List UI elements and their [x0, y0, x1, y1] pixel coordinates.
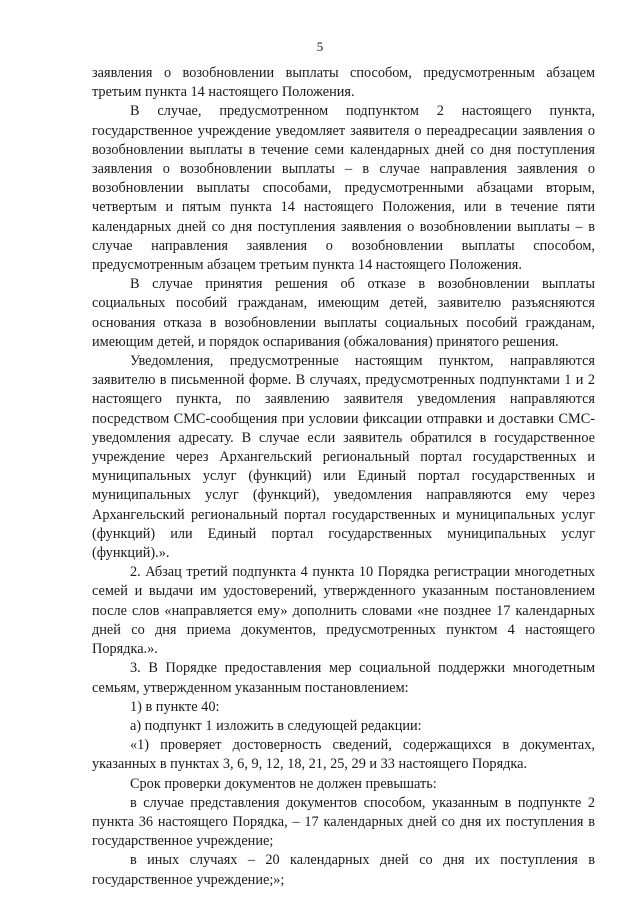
paragraph: в иных случаях – 20 календарных дней со дня их поступления в государственное учреждение;»; [92, 852, 595, 888]
paragraph: 3. В Порядке предоставления мер социальной поддержки многодетным семьям, утвержденном указанным постановлением: [92, 660, 595, 696]
paragraph: Срок проверки документов не должен превышать: [130, 775, 437, 792]
paragraph: заявления о возобновлении выплаты способом, предусмотренным абзацем третьим пункта 14 настоящего Положения. [92, 65, 595, 101]
paragraph: а) подпункт 1 изложить в следующей редакции: [130, 717, 422, 734]
paragraph: В случае, предусмотренном подпунктом 2 настоящего пункта, государственное учреждение уведомляет заявителя о переадресации заявления о возобновлении выплаты в течение семи календарных дней со дня поступления заявления о возобновлении выплаты – в случае направления заявления о возобновлении выплаты способами, предусмотренными абзацами вторым, четвертым и пятым пункта 14 настоящего Положения, или в течение пяти календарных дней со дня поступления заявления о возобновлении выплаты – в случае направления заявления о возобновлении выплаты способом, предусмотренным абзацем третьим пункта 14 настоящего Положения. [92, 103, 595, 274]
paragraph: Уведомления, предусмотренные настоящим пунктом, направляются заявителю в письменной форме. В случаях, предусмотренных подпунктами 1 и 2 настоящего пункта, по заявлению заявителя уведомления направляются посредством СМС-сообщения при условии фиксации отправки и доставки СМС-уведомления адресату. В случае если заявитель обратился в государственное учреждение через Архангельский региональный портал государственных и муниципальных услуг (функций) или Единый портал государственных и муниципальных услуг (функций), уведомления направляются ему через Архангельский региональный портал государственных и муниципальных услуг (функций) или Единый портал государственных муниципальных услуг (функций).». [92, 353, 595, 562]
paragraph: В случае принятия решения об отказе в возобновлении выплаты социальных пособий гражданам, имеющим детей, заявителю разъясняются основания отказа в возобновлении выплаты социальных пособий гражданам, имеющим детей, и порядок оспаривания (обжалования) принятого решения. [92, 276, 595, 350]
document-body [92, 64, 595, 890]
paragraph: в случае представления документов способом, указанным в подпункте 2 пункта 36 настоящего Порядка, – 17 календарных дней со дня их поступления в государственное учреждение; [92, 794, 595, 850]
paragraph: 1) в пункте 40: [130, 698, 220, 715]
page-number: 5 [316, 39, 324, 54]
paragraph: 2. Абзац третий подпункта 4 пункта 10 Порядка регистрации многодетных семей и выдачи им удостоверений, утвержденного указанным постановлением после слов «направляется ему» дополнить словами «не позднее 17 календарных дней со дня приема документов, предусмотренных пунктом 4 настоящего Порядка.». [92, 564, 595, 658]
paragraph: «1) проверяет достоверность сведений, содержащихся в документах, указанных в пунктах 3, 6, 9, 12, 18, 21, 25, 29 и 33 настоящего Порядка. [92, 737, 595, 773]
